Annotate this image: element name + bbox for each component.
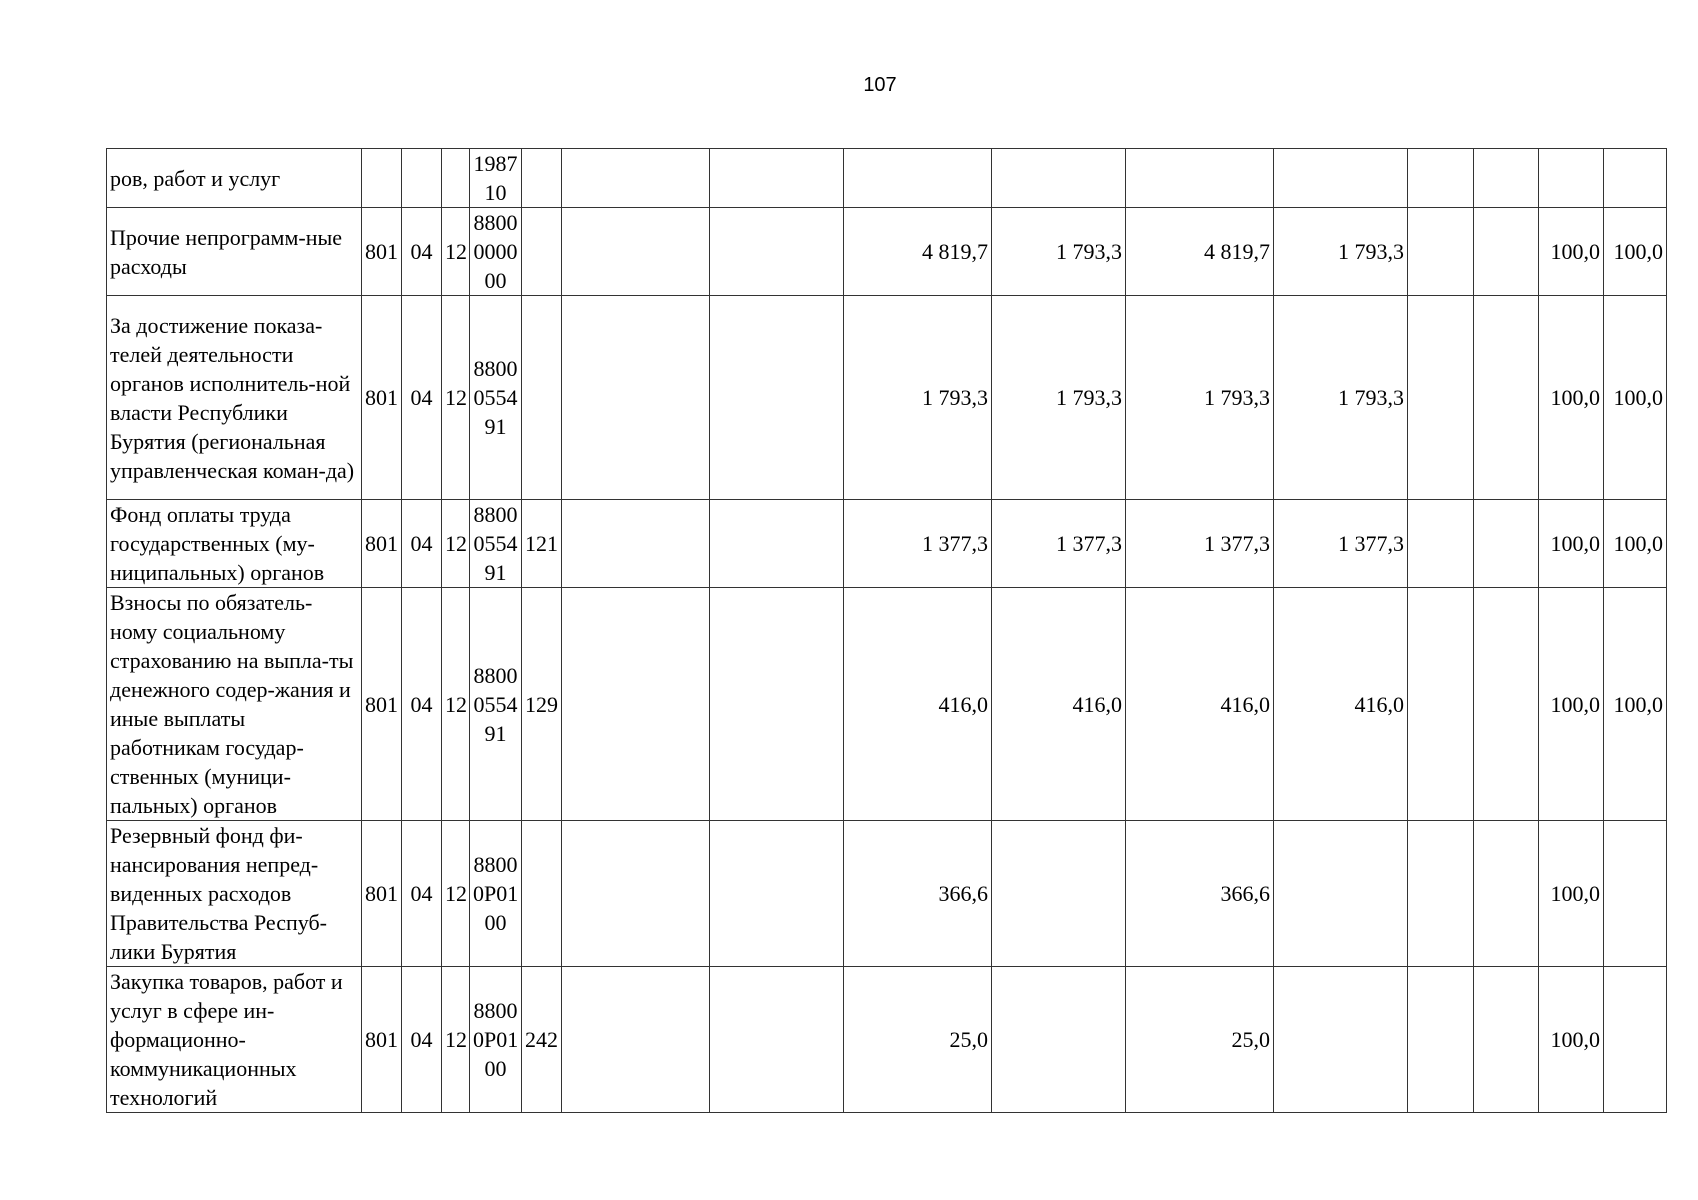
table-body [107, 149, 1667, 1113]
target-article-part: 1987 [473, 151, 518, 176]
percent-cell: 100,0 [1539, 967, 1604, 1113]
table-row [107, 967, 1667, 1113]
budget-table [106, 148, 1667, 1113]
row-name-cell: ров, работ и услуг [107, 149, 362, 208]
target-article-cell [470, 967, 522, 1113]
section-code-cell: 04 [402, 821, 442, 967]
amount-cell [710, 967, 844, 1113]
subsection-code-cell: 12 [442, 208, 470, 296]
section-code-cell: 04 [402, 967, 442, 1113]
amount-cell: 416,0 [1126, 588, 1274, 821]
target-article-part: 00 [484, 268, 507, 293]
amount-cell: 25,0 [844, 967, 992, 1113]
row-name-cell: За достижение показа-телей деятельности органов исполнитель-ной власти Республики Бурятия (региональная управленческая коман-да) [107, 296, 362, 500]
amount-cell: 1 377,3 [1274, 500, 1408, 588]
page-number: 107 [863, 74, 897, 96]
amount-cell [1474, 500, 1539, 588]
amount-cell: 416,0 [844, 588, 992, 821]
amount-cell: 416,0 [1274, 588, 1408, 821]
amount-cell [1474, 208, 1539, 296]
target-article-part: 00 [484, 910, 507, 935]
amount-cell [992, 967, 1126, 1113]
amount-cell [1408, 149, 1474, 208]
grbs-code-cell: 801 [362, 967, 402, 1113]
amount-cell [844, 149, 992, 208]
percent-cell: 100,0 [1539, 296, 1604, 500]
expense-type-cell: 129 [522, 588, 562, 821]
row-name-cell: Резервный фонд фи-нансирования непред-виденных расходов Правительства Респуб-лики Бурятия [107, 821, 362, 967]
grbs-code-cell [362, 149, 402, 208]
section-code-cell: 04 [402, 500, 442, 588]
amount-cell: 366,6 [1126, 821, 1274, 967]
percent-cell [1604, 149, 1667, 208]
amount-cell [710, 208, 844, 296]
amount-cell [1408, 821, 1474, 967]
target-article-part: 0Р01 [473, 1027, 519, 1052]
amount-cell [1274, 149, 1408, 208]
target-article-part: 10 [484, 180, 507, 205]
amount-cell [1274, 967, 1408, 1113]
expense-type-cell [522, 296, 562, 500]
amount-cell [1474, 296, 1539, 500]
grbs-code-cell: 801 [362, 208, 402, 296]
amount-cell [562, 588, 710, 821]
target-article-part: 00 [484, 1056, 507, 1081]
row-name-cell: Взносы по обязатель-ному социальному страхованию на выпла-ты денежного содер-жания и иные выплаты работникам государ-ственных (муници-пальных) органов [107, 588, 362, 821]
amount-cell [710, 821, 844, 967]
subsection-code-cell: 12 [442, 500, 470, 588]
target-article-cell [470, 821, 522, 967]
percent-cell: 100,0 [1604, 296, 1667, 500]
amount-cell [562, 967, 710, 1113]
expense-type-cell [522, 208, 562, 296]
amount-cell [992, 821, 1126, 967]
amount-cell [1474, 149, 1539, 208]
section-code-cell: 04 [402, 208, 442, 296]
amount-cell: 1 793,3 [1274, 296, 1408, 500]
subsection-code-cell [442, 149, 470, 208]
row-name-cell: Прочие непрограмм-ные расходы [107, 208, 362, 296]
amount-cell [710, 500, 844, 588]
target-article-cell [470, 296, 522, 500]
amount-cell [1274, 821, 1408, 967]
amount-cell: 1 793,3 [992, 296, 1126, 500]
expense-type-cell: 242 [522, 967, 562, 1113]
amount-cell [562, 296, 710, 500]
percent-cell: 100,0 [1539, 500, 1604, 588]
amount-cell: 1 377,3 [844, 500, 992, 588]
amount-cell [1474, 588, 1539, 821]
amount-cell [1474, 821, 1539, 967]
percent-cell: 100,0 [1539, 588, 1604, 821]
amount-cell [1126, 149, 1274, 208]
amount-cell: 366,6 [844, 821, 992, 967]
table-row [107, 149, 1667, 208]
target-article-cell [470, 500, 522, 588]
amount-cell [1474, 967, 1539, 1113]
amount-cell: 1 793,3 [1274, 208, 1408, 296]
percent-cell: 100,0 [1604, 208, 1667, 296]
target-article-part: 0000 [473, 239, 518, 264]
table-row [107, 588, 1667, 821]
table-row [107, 296, 1667, 500]
target-article-part: 8800 [473, 356, 518, 381]
expense-type-cell [522, 821, 562, 967]
section-code-cell: 04 [402, 588, 442, 821]
target-article-part: 0554 [473, 531, 518, 556]
target-article-part: 8800 [473, 210, 518, 235]
section-code-cell: 04 [402, 296, 442, 500]
amount-cell [562, 500, 710, 588]
amount-cell: 25,0 [1126, 967, 1274, 1113]
target-article-part: 0Р01 [473, 881, 519, 906]
target-article-part: 8800 [473, 502, 518, 527]
amount-cell [710, 149, 844, 208]
amount-cell [1408, 588, 1474, 821]
amount-cell: 1 377,3 [992, 500, 1126, 588]
subsection-code-cell: 12 [442, 588, 470, 821]
amount-cell [1408, 208, 1474, 296]
amount-cell [562, 149, 710, 208]
percent-cell [1604, 821, 1667, 967]
amount-cell: 1 793,3 [992, 208, 1126, 296]
percent-cell [1604, 967, 1667, 1113]
percent-cell: 100,0 [1539, 208, 1604, 296]
subsection-code-cell: 12 [442, 967, 470, 1113]
target-article-part: 0554 [473, 385, 518, 410]
percent-cell: 100,0 [1539, 821, 1604, 967]
target-article-part: 91 [484, 720, 507, 746]
amount-cell: 4 819,7 [1126, 208, 1274, 296]
target-article-part: 91 [484, 560, 507, 585]
percent-cell [1539, 149, 1604, 208]
section-code-cell [402, 149, 442, 208]
amount-cell: 1 793,3 [844, 296, 992, 500]
amount-cell [710, 588, 844, 821]
target-article-part: 8800 [473, 998, 518, 1023]
subsection-code-cell: 12 [442, 821, 470, 967]
target-article-cell [470, 588, 522, 821]
amount-cell [562, 208, 710, 296]
amount-cell [710, 296, 844, 500]
target-article-part: 8800 [473, 852, 518, 877]
row-name-cell: Закупка товаров, работ и услуг в сфере ин-формационно-коммуникационных технологий [107, 967, 362, 1113]
amount-cell: 1 793,3 [1126, 296, 1274, 500]
target-article-part: 8800 [473, 662, 518, 688]
expense-type-cell: 121 [522, 500, 562, 588]
table-row [107, 821, 1667, 967]
amount-cell: 4 819,7 [844, 208, 992, 296]
amount-cell: 416,0 [992, 588, 1126, 821]
amount-cell [562, 821, 710, 967]
percent-cell: 100,0 [1604, 588, 1667, 821]
grbs-code-cell: 801 [362, 500, 402, 588]
grbs-code-cell: 801 [362, 296, 402, 500]
target-article-cell [470, 149, 522, 208]
table-row [107, 208, 1667, 296]
grbs-code-cell: 801 [362, 588, 402, 821]
target-article-cell [470, 208, 522, 296]
amount-cell: 1 377,3 [1126, 500, 1274, 588]
subsection-code-cell: 12 [442, 296, 470, 500]
row-name-cell: Фонд оплаты труда государственных (му-ниципальных) органов [107, 500, 362, 588]
expense-type-cell [522, 149, 562, 208]
amount-cell [992, 149, 1126, 208]
table-row [107, 500, 1667, 588]
target-article-part: 91 [484, 414, 507, 439]
amount-cell [1408, 500, 1474, 588]
percent-cell: 100,0 [1604, 500, 1667, 588]
amount-cell [1408, 967, 1474, 1113]
target-article-part: 0554 [473, 691, 518, 717]
grbs-code-cell: 801 [362, 821, 402, 967]
amount-cell [1408, 296, 1474, 500]
